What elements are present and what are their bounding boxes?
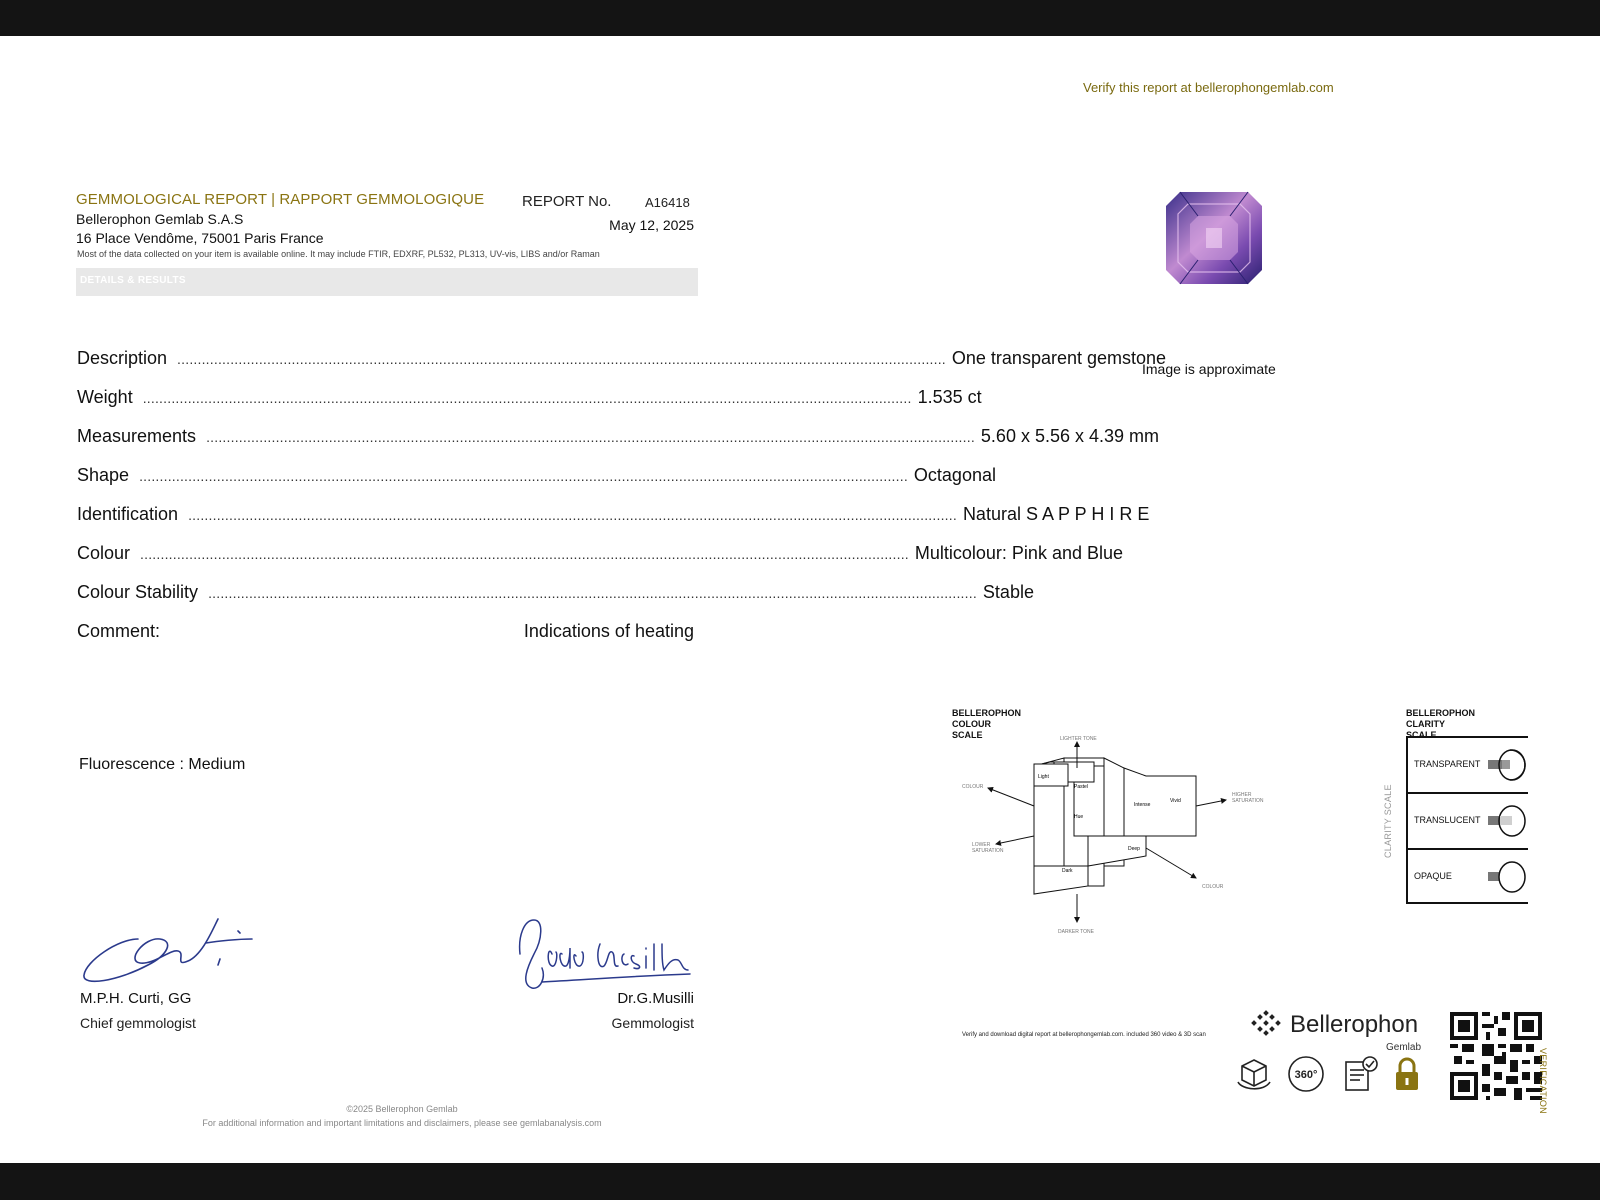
brand-logo-icon: [1250, 1009, 1284, 1037]
report-title: GEMMOLOGICAL REPORT | RAPPORT GEMMOLOGIQUE: [76, 191, 485, 208]
title-line: BELLEROPHON: [952, 708, 1022, 718]
padlock-icon[interactable]: [1392, 1056, 1422, 1092]
signature-musilli: [512, 914, 702, 994]
report-number-label: REPORT No.: [522, 193, 612, 210]
lab-address: 16 Place Vendôme, 75001 Paris France: [76, 230, 324, 246]
detail-value: 1.535 ct: [917, 387, 982, 407]
detail-row-comment: [77, 621, 694, 645]
signature-curti: [78, 911, 258, 991]
leader-dots: ............................................................................................................................................................................................: [140, 546, 909, 562]
clarity-level-label: TRANSPARENT: [1414, 759, 1481, 769]
leader-dots: ............................................................................................................................................................................................: [208, 585, 977, 601]
detail-row-weight: [77, 387, 982, 411]
detail-label: Identification: [77, 504, 179, 524]
clarity-table-bottom: [1408, 902, 1528, 904]
label-vivid: Vivid: [1170, 798, 1181, 804]
leader-dots: ............................................................................................................................................................................................: [188, 507, 957, 523]
copyright-line: ©2025 Bellerophon Gemlab: [346, 1104, 458, 1114]
footer-copyright: [187, 1102, 617, 1130]
detail-label: Colour Stability: [77, 582, 199, 602]
title-line: SCALE: [952, 730, 983, 740]
signatory-role: Gemmologist: [611, 1015, 694, 1031]
clarity-axis-label: CLARITY SCALE: [1383, 784, 1393, 858]
title-line: COLOUR: [952, 719, 991, 729]
title-line: SCALE: [1406, 730, 1437, 740]
cube-scan-icon[interactable]: [1234, 1054, 1274, 1094]
detail-value: Indications of heating: [523, 621, 694, 641]
detail-label: Measurements: [77, 426, 197, 446]
verification-vertical-label: VERIFICATION: [1538, 1048, 1548, 1114]
clarity-level-translucent: [1408, 792, 1528, 848]
title-line: CLARITY: [1406, 719, 1445, 729]
label-pastel: Pastel: [1074, 784, 1088, 790]
disclaimer-line: For additional information and important limitations and disclaimers, please see gemlabanalysis.com: [202, 1118, 602, 1128]
detail-row-description: [77, 348, 1167, 372]
label-higher-saturation: SATURATION: [1232, 798, 1264, 804]
label-higher-saturation: HIGHER: [1232, 792, 1252, 798]
label-dark: Dark: [1062, 868, 1073, 874]
label-light: Light: [1038, 774, 1049, 780]
title-line: BELLEROPHON: [1406, 708, 1476, 718]
detail-value: One transparent gemstone: [951, 348, 1167, 368]
label-lower-saturation: SATURATION: [972, 848, 1004, 854]
clarity-level-label: TRANSLUCENT: [1414, 815, 1481, 825]
label-lighter-tone: LIGHTER TONE: [1060, 736, 1097, 742]
leader-dots: ............................................................................................................................................................................................: [206, 429, 975, 445]
data-note: Most of the data collected on your item is available online. It may include FTIR, EDXRF, PL532, PL313, UV-vis, LIBS and/or Raman: [77, 249, 600, 259]
label-deep: Deep: [1128, 846, 1140, 852]
lab-name: Bellerophon Gemlab S.A.S: [76, 211, 244, 227]
brand-name: Bellerophon: [1290, 1011, 1419, 1038]
gemstone-image: [1166, 192, 1262, 284]
section-band: [76, 268, 698, 296]
detail-label: Comment:: [77, 621, 161, 641]
brand-subtitle: Gemlab: [1386, 1042, 1422, 1053]
report-date: May 12, 2025: [609, 217, 694, 233]
report-check-icon[interactable]: [1340, 1054, 1380, 1094]
detail-value: 5.60 x 5.56 x 4.39 mm: [980, 426, 1160, 446]
detail-label: Weight: [77, 387, 133, 407]
label-darker-tone: DARKER TONE: [1058, 929, 1094, 935]
detail-label: Shape: [77, 465, 130, 485]
label-colour-left: COLOUR: [962, 784, 984, 790]
verify-download-note: Verify and download digital report at bellerophongemlab.com. included 360 video & 3D scan: [962, 1032, 1206, 1038]
leader-dots: ............................................................................................................................................................................................: [139, 468, 908, 484]
detail-row-identification: [77, 504, 1150, 528]
detail-label: Colour: [77, 543, 131, 563]
detail-row-colour-stability: [77, 582, 1034, 606]
leader-dots: ............................................................................................................................................................................................: [177, 351, 946, 367]
detail-value: Multicolour: Pink and Blue: [914, 543, 1123, 563]
detail-row-shape: [77, 465, 996, 489]
clarity-opaque-icon: [1488, 860, 1528, 894]
clarity-level-label: OPAQUE: [1414, 871, 1452, 881]
clarity-scale-table: [1406, 736, 1528, 904]
report-number: A16418: [645, 195, 690, 210]
section-band-label: DETAILS & RESULTS: [80, 275, 186, 286]
leader-dots: ............................................................................................................................................................................................: [142, 390, 912, 406]
badge-360-text: 360°: [1294, 1069, 1318, 1081]
detail-value: Octagonal: [913, 465, 996, 485]
label-hue: Hue: [1074, 814, 1084, 820]
detail-row-colour: [77, 543, 1123, 567]
detail-label: Description: [77, 348, 168, 368]
clarity-transparent-icon: [1488, 748, 1528, 782]
colour-scale-diagram: [950, 736, 1290, 936]
signatory-role: Chief gemmologist: [80, 1015, 196, 1031]
clarity-level-opaque: [1408, 848, 1528, 904]
label-intense: Intense: [1134, 802, 1151, 808]
clarity-translucent-icon: [1488, 804, 1528, 838]
detail-row-measurements: [77, 426, 1160, 450]
qr-code-icon[interactable]: [1450, 1012, 1542, 1100]
rotate-360-icon[interactable]: [1286, 1054, 1326, 1094]
detail-value: Stable: [982, 582, 1034, 602]
signatory-name: M.P.H. Curti, GG: [80, 990, 192, 1007]
signatory-name: Dr.G.Musilli: [617, 990, 694, 1007]
fluorescence: Fluorescence : Medium: [79, 756, 246, 773]
verify-link[interactable]: Verify this report at bellerophongemlab.com: [1083, 80, 1334, 95]
image-note: Image is approximate: [1142, 361, 1276, 377]
detail-value: Natural S A P P H I R E: [962, 504, 1150, 524]
clarity-level-transparent: [1408, 736, 1528, 792]
label-lower-saturation: LOWER: [972, 842, 991, 848]
label-colour-right: COLOUR: [1202, 884, 1224, 890]
report-page: [0, 36, 1600, 1163]
